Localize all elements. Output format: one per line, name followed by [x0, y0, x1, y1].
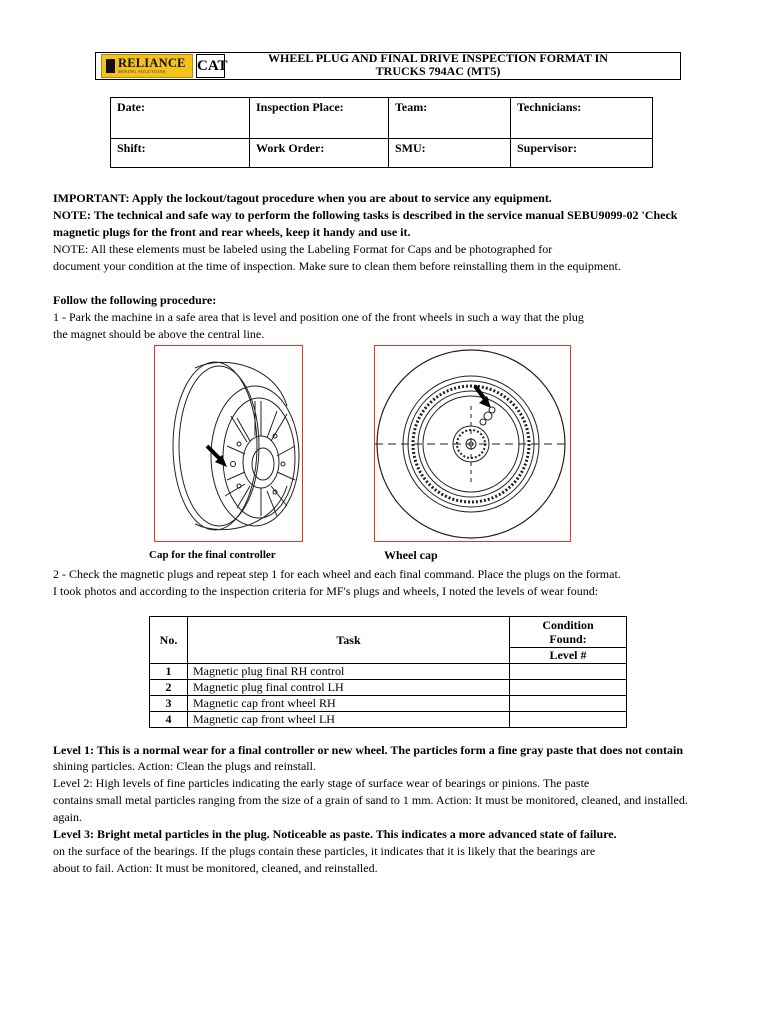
level-3-line-2: on the surface of the bearings. If the plugs contain these particles, it indicates that it is likely that the bearings are — [53, 844, 596, 858]
header-level: Level # — [510, 648, 627, 664]
header-task: Task — [188, 617, 510, 664]
procedure-heading: Follow the following procedure: — [53, 293, 217, 307]
row-number: 2 — [150, 680, 188, 696]
row-task: Magnetic plug final control LH — [188, 680, 510, 696]
table-row — [150, 696, 627, 712]
note-1-line-1: NOTE: The technical and safe way to perform the following tasks is described in the service manual SEBU9099-02 'Check — [53, 208, 678, 222]
row-level-input[interactable] — [510, 664, 627, 680]
work-order-field[interactable]: Work Order: — [250, 139, 389, 168]
table-row — [150, 712, 627, 728]
table-row — [150, 680, 627, 696]
important-note: IMPORTANT: Apply the lockout/tagout procedure when you are about to service any equipment. — [53, 191, 552, 205]
wheel-cap-figure — [374, 345, 571, 542]
team-field[interactable]: Team: — [389, 98, 511, 139]
title-line-2: TRUCKS 794AC (MT5) — [375, 64, 501, 78]
smu-field[interactable]: SMU: — [389, 139, 511, 168]
wheel-front-view-icon — [375, 346, 570, 541]
technicians-field[interactable]: Technicians: — [511, 98, 653, 139]
date-field[interactable]: Date: — [111, 98, 250, 139]
row-level-input[interactable] — [510, 680, 627, 696]
final-drive-wheel-icon — [155, 346, 302, 541]
logo-name: RELIANCE — [118, 56, 186, 70]
level-3-line-3: about to fail. Action: It must be monitored, cleaned, and reinstalled. — [53, 861, 378, 875]
caption-wheel-cap: Wheel cap — [384, 548, 438, 562]
note-2-line-2: document your condition at the time of inspection. Make sure to clean them before reinstalling them in the equipment. — [53, 259, 621, 273]
row-number: 3 — [150, 696, 188, 712]
task-table — [149, 616, 627, 728]
row-task: Magnetic cap front wheel RH — [188, 696, 510, 712]
row-level-input[interactable] — [510, 712, 627, 728]
company-logo — [101, 54, 228, 78]
header-condition-line-1: Condition — [542, 618, 594, 632]
logo-subtitle: MINING SOLUTIONS — [118, 69, 166, 74]
header-condition-line-2: Found: — [549, 632, 587, 646]
note-2-line-1: NOTE: All these elements must be labeled using the Labeling Format for Caps and be photographed for — [53, 242, 553, 256]
reliance-logo — [101, 54, 193, 78]
row-task: Magnetic plug final RH control — [188, 664, 510, 680]
step-1-line-2: the magnet should be above the central line. — [53, 327, 265, 341]
row-level-input[interactable] — [510, 696, 627, 712]
note-1-line-2: magnetic plugs for the front and rear wheels, keep it handy and use it. — [53, 225, 411, 239]
cat-logo: CAT — [196, 54, 225, 78]
inspection-place-field[interactable]: Inspection Place: — [250, 98, 389, 139]
step-2-line-2: I took photos and according to the inspection criteria for MF's plugs and wheels, I noted the levels of wear found: — [53, 584, 599, 598]
level-1-continued: shining particles. Action: Clean the plugs and reinstall. — [53, 759, 316, 773]
final-controller-figure — [154, 345, 303, 542]
document-title — [238, 52, 638, 78]
reliance-mark-icon — [106, 59, 115, 73]
level-2-line-2: contains small metal particles ranging from the size of a grain of sand to 1 mm. Action: It must be monitored, cleaned, and installed. — [53, 793, 688, 807]
shift-field[interactable]: Shift: — [111, 139, 250, 168]
level-2-line-3: again. — [53, 810, 82, 824]
row-task: Magnetic cap front wheel LH — [188, 712, 510, 728]
level-2-line-1: Level 2: High levels of fine particles indicating the early stage of surface wear of bearings or pinions. The paste — [53, 776, 590, 790]
title-line-1: WHEEL PLUG AND FINAL DRIVE INSPECTION FORMAT IN — [268, 51, 608, 65]
header-condition — [510, 617, 627, 648]
table-row — [150, 664, 627, 680]
row-number: 4 — [150, 712, 188, 728]
level-3-description: Level 3: Bright metal particles in the plug. Noticeable as paste. This indicates a more advanced state of failure. — [53, 827, 617, 841]
level-1-description: Level 1: This is a normal wear for a final controller or new wheel. The particles form a fine gray paste that does not contain — [53, 743, 684, 757]
step-2-line-1: 2 - Check the magnetic plugs and repeat step 1 for each wheel and each final command. Place the plugs on the format. — [53, 567, 621, 581]
header-no: No. — [150, 617, 188, 664]
row-number: 1 — [150, 664, 188, 680]
step-1-line-1: 1 - Park the machine in a safe area that is level and position one of the front wheels in such a way that the plug — [53, 310, 584, 324]
inspection-info-table — [110, 97, 653, 168]
caption-final-controller: Cap for the final controller — [149, 549, 276, 561]
supervisor-field[interactable]: Supervisor: — [511, 139, 653, 168]
